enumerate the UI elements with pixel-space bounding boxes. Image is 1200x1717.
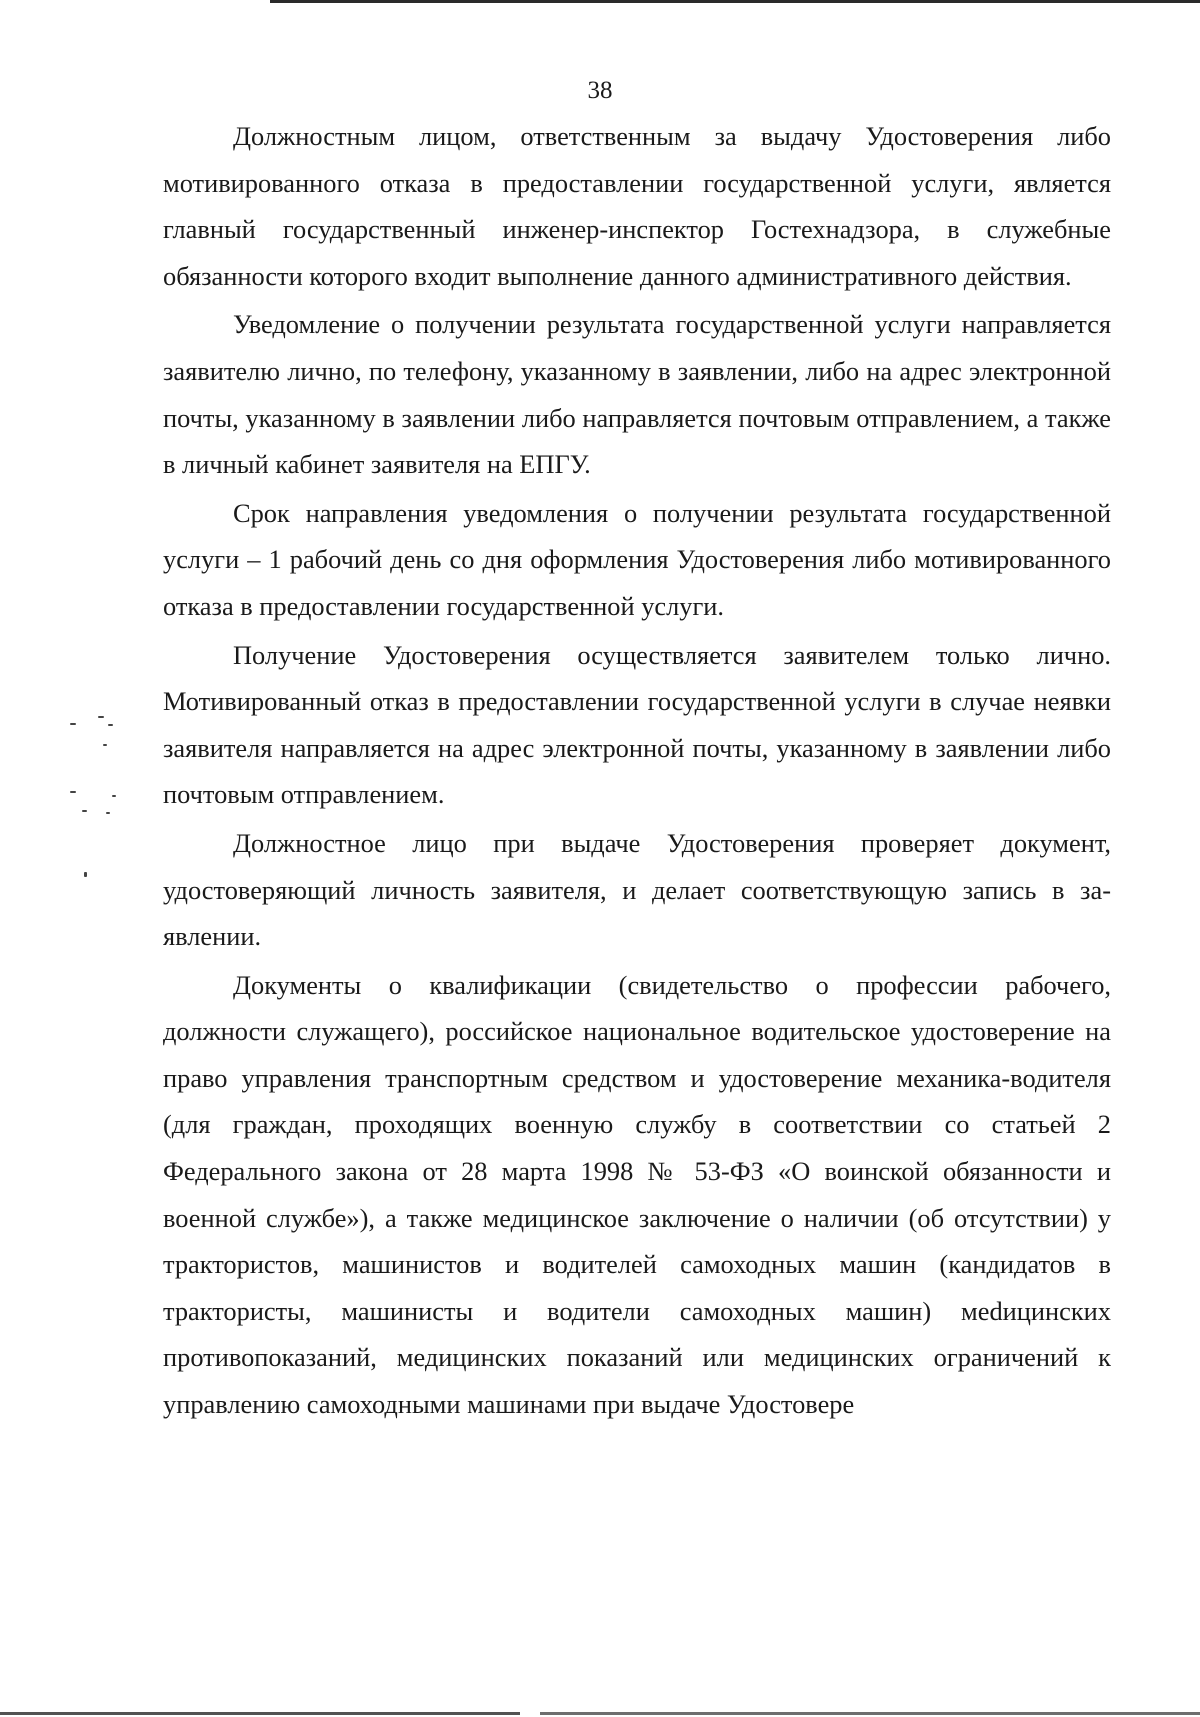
scan-speck xyxy=(84,872,87,877)
paragraph-notification-deadline: Срок направления уведомления о получении результата государственной услуги – 1 рабочий день со дня оформления Удостоверения либо мотивированного отказа в предоставлении государственной услуги. xyxy=(163,497,1111,621)
scan-edge-top xyxy=(270,0,1200,3)
scan-speck xyxy=(70,791,76,793)
scan-speck xyxy=(112,795,116,797)
paragraph-identity-check: Должностное лицо при выдаче Удостоверения проверяет документ, удостоверяющий личность заявителя, и делает соответствующую запись в заявлении. xyxy=(163,827,1111,952)
scan-speck xyxy=(108,724,113,726)
scan-edge-bottom xyxy=(0,1712,1200,1715)
scan-speck xyxy=(103,744,107,746)
scan-speck xyxy=(106,812,110,814)
paragraph-qualification-documents: Документы о квалификации (свидетельство о профессии рабочего, должности служащего), российское национальное водительское удостоверение на право управления транспортным средством и удостоверение механика-водителя (для граждан, проходящих военную службу в соответствии со статьей 2 Федерального закона от 28 марта 1998 № 53-ФЗ «О воинской обязанности и военной службе»), а также медицинское заключение о наличии (об отсутствии) у трактористов, машинистов и водителей самоходных машин (кандидатов в трактористы, машинисты и водители самоходных машин) меdицинских противопоказаний, медицинских показаний или медицинских ограничений к управлению самоходными машинами при выдаче Удостовере xyxy=(163,969,1111,1420)
scan-speck xyxy=(70,723,76,725)
scan-speck xyxy=(82,810,87,812)
page-number: 38 xyxy=(587,77,613,104)
paragraph-notification: Уведомление о получении результата государственной услуги направляется заявителю лично, по телефону, указанному в заявлении, либо на адрес электронной почты, указанному в заявлении либо направляется почтовым отправлением, а также в личный кабинет заявителя на ЕПГУ. xyxy=(163,309,1111,480)
paragraph-responsible-official: Должностным лицом, ответственным за выдачу Удостоверения либо мотивированного отказа в предоставлении государственной услуги, является главный государственный инженер-инспектор Гостехнадзора, в служебные обязанности которого входит выполнение данного административного действия. xyxy=(163,121,1111,291)
scan-speck xyxy=(98,716,104,718)
document-body xyxy=(163,113,1111,1430)
paragraph-certificate-receipt: Получение Удостоверения осуществляется заявителем только лично. Мотивированный отказ в предоставлении государственной услуги в случае неявки заявителя направляется на адрес электронной почты, указанному в заявлении либо почтовым отправлением. xyxy=(163,639,1111,810)
